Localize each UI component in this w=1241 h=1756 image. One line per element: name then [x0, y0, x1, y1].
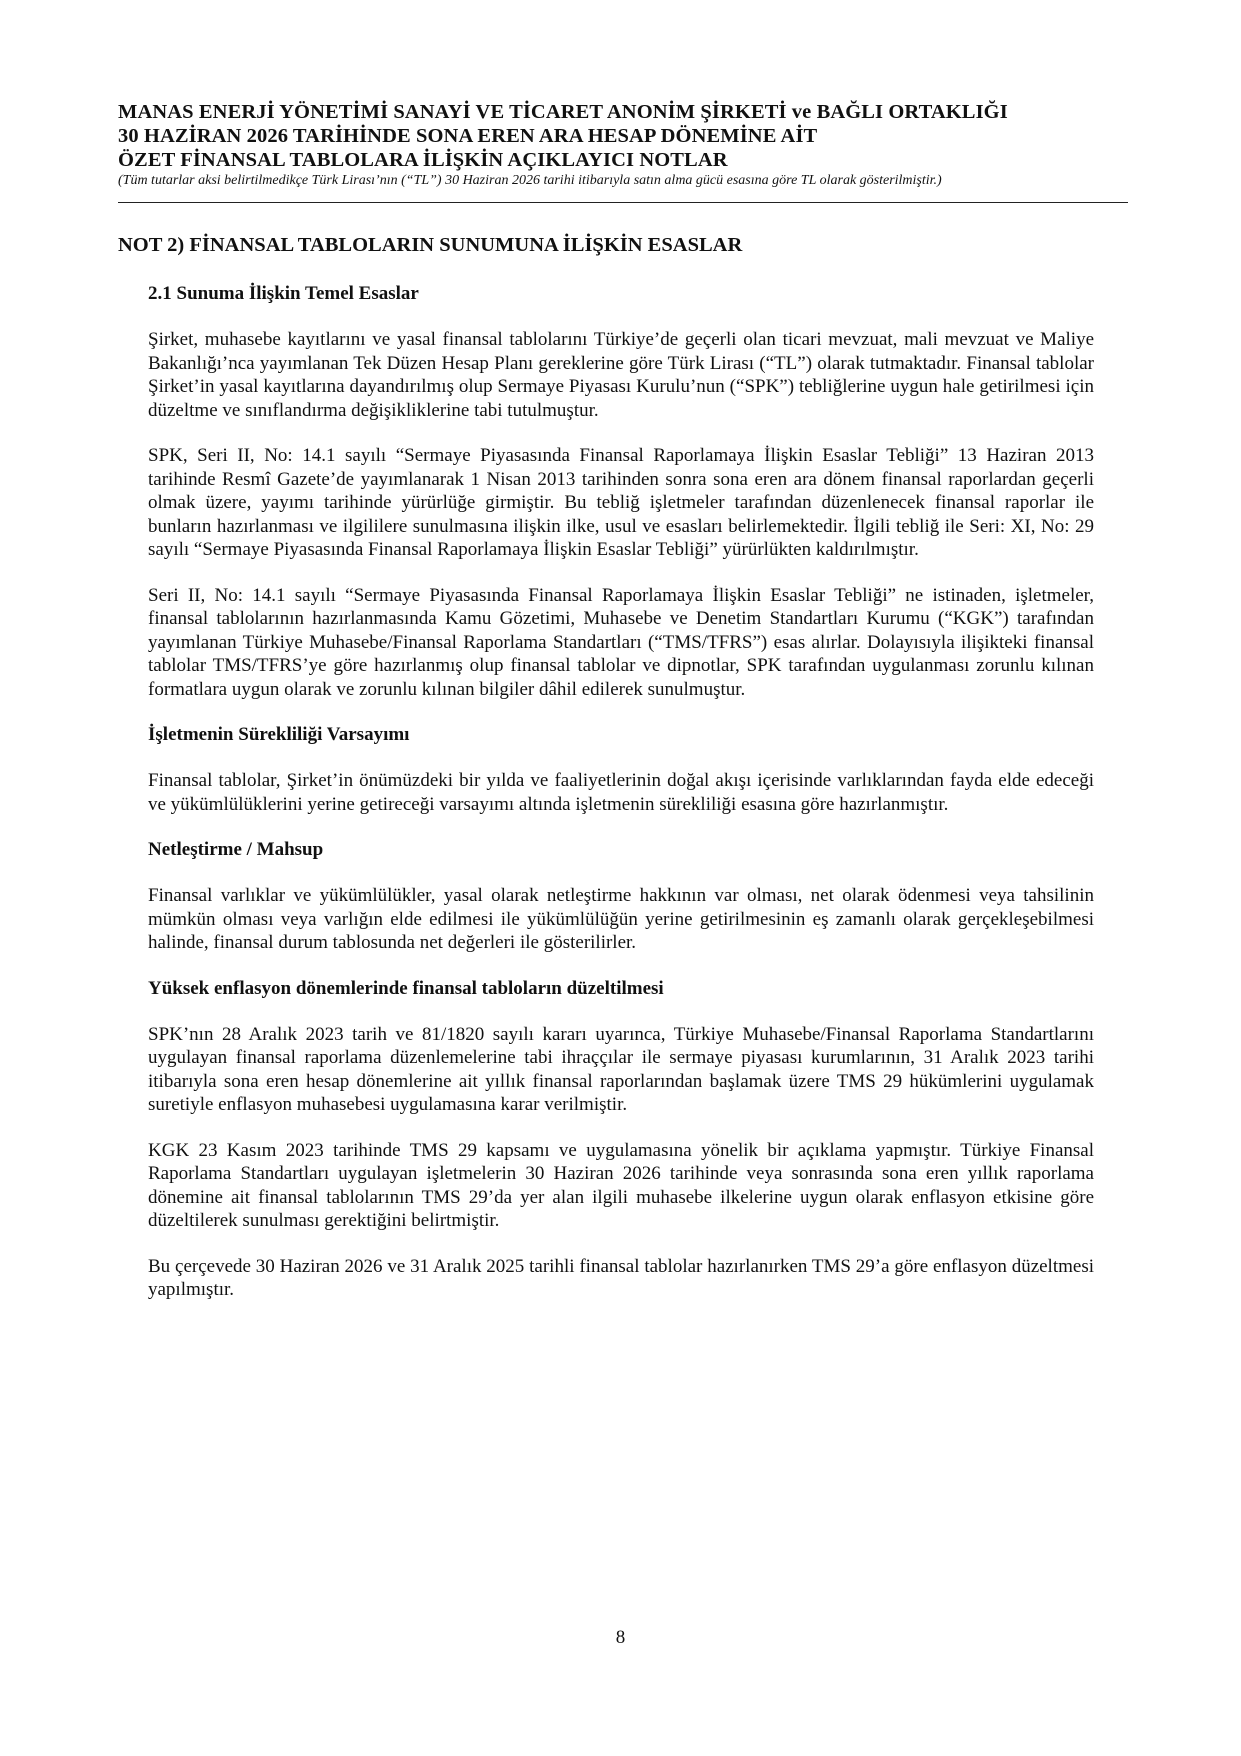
- header-period: 30 HAZİRAN 2026 TARİHİNDE SONA EREN ARA HESAP DÖNEMİNE AİT: [118, 125, 818, 147]
- page-number: 8: [615, 1627, 626, 1648]
- header-report-title: ÖZET FİNANSAL TABLOLARA İLİŞKİN AÇIKLAYICI NOTLAR: [118, 149, 728, 171]
- header-currency-note: (Tüm tutarlar aksi belirtilmedikçe Türk Lirası’nın (“TL”) 30 Haziran 2026 tarihi itibarıyla satın alma gücü esasına göre TL olarak gösterilmiştir.): [118, 173, 942, 188]
- offsetting-heading: Netleştirme / Mahsup: [148, 839, 324, 860]
- section-title: 2.1 Sunuma İlişkin Temel Esaslar: [148, 283, 419, 304]
- paragraph: Finansal tablolar, Şirket’in önümüzdeki bir yılda ve faaliyetlerinin doğal akışı içerisinde varlıklarından fayda elde edeceği ve yükümlülüklerini yerine getireceği varsayımı altında işletmenin sürekliliği esasına göre hazırlanmıştır.: [148, 770, 1094, 815]
- inflation-heading: Yüksek enflasyon dönemlerinde finansal tabloların düzeltilmesi: [148, 977, 664, 999]
- note-title: NOT 2) FİNANSAL TABLOLARIN SUNUMUNA İLİŞKİN ESASLAR: [118, 234, 743, 256]
- paragraph: SPK’nın 28 Aralık 2023 tarih ve 81/1820 sayılı kararı uyarınca, Türkiye Muhasebe/Finansal Raporlama Standartlarını uygulayan finansal raporlama düzenlemelerine tabi ihraççılar ile sermaye piyasası kurumlarının, 31 Aralık 2023 tarihi itibarıyla sona eren hesap dönemlerine ait yıllık finansal raporlarından başlamak üzere TMS 29 hükümlerini uygulamak suretiyle enflasyon muhasebesi uygulamasına karar verilmiştir.: [148, 1023, 1094, 1115]
- paragraph: SPK, Seri II, No: 14.1 sayılı “Sermaye Piyasasında Finansal Raporlamaya İlişkin Esaslar Tebliği” 13 Haziran 2013 tarihinde Resmî Gazete’de yayımlanarak 1 Nisan 2013 tarihinden sonra sona eren ara dönem finansal raporlardan geçerli olmak üzere, yayımı tarihinde yürürlüğe girmiştir. Bu tebliğ işletmeler tarafından düzenlenecek finansal raporlar ile bunların hazırlanması ve ilgililere sunulmasına ilişkin ilke, usul ve esasları belirlemektedir. İlgili tebliğ ile Seri: XI, No: 29 sayılı “Sermaye Piyasasında Finansal Raporlamaya İlişkin Esaslar Tebliği” yürürlükten kaldırılmıştır.: [148, 445, 1094, 560]
- paragraph: Şirket, muhasebe kayıtlarını ve yasal finansal tablolarını Türkiye’de geçerli olan ticari mevzuat, mali mevzuat ve Maliye Bakanlığı’nca yayımlanan Tek Düzen Hesap Planı gereklerine göre Türk Lirası (“TL”) olarak tutmaktadır. Finansal tablolar Şirket’in yasal kayıtlarına dayandırılmış olup Sermaye Piyasası Kurulu’nun (“SPK”) tebliğlerine uygun hale getirilmesi için düzeltme ve sınıflandırma değişikliklerine tabi tutulmuştur.: [148, 329, 1094, 421]
- page-header: [118, 100, 1118, 190]
- header-divider: [118, 202, 1128, 203]
- going-concern-heading: İşletmenin Sürekliliği Varsayımı: [148, 724, 410, 745]
- paragraph: Seri II, No: 14.1 sayılı “Sermaye Piyasasında Finansal Raporlamaya İlişkin Esaslar Tebliği” ne istinaden, işletmeler, finansal tablolarının hazırlanmasında Kamu Gözetimi, Muhasebe ve Denetim Standartları Kurumu (“KGK”) tarafından yayımlanan Türkiye Muhasebe/Finansal Raporlama Standartları (“TMS/TFRS”) esas alırlar. Dolayısıyla ilişikteki finansal tablolar TMS/TFRS’ye göre hazırlanmış olup finansal tablolar ve dipnotlar, SPK tarafından uygulanması zorunlu kılınan formatlara uygun olarak ve zorunlu kılınan bilgiler dâhil edilerek sunulmuştur.: [148, 584, 1094, 700]
- header-company-name: MANAS ENERJİ YÖNETİMİ SANAYİ VE TİCARET ANONİM ŞİRKETİ ve BAĞLI ORTAKLIĞI: [118, 101, 1008, 123]
- page-body: [118, 226, 1126, 1302]
- paragraph: Bu çerçevede 30 Haziran 2026 ve 31 Aralık 2025 tarihli finansal tablolar hazırlanırken TMS 29’a göre enflasyon düzeltmesi yapılmıştır.: [148, 1255, 1094, 1300]
- section-body: [148, 328, 1094, 1302]
- paragraph: KGK 23 Kasım 2023 tarihinde TMS 29 kapsamı ve uygulamasına yönelik bir açıklama yapmıştır. Türkiye Finansal Raporlama Standartları uygulayan işletmelerin 30 Haziran 2026 tarihinde veya sonrasında sona eren yıllık raporlama dönemine ait finansal tablolarının TMS 29’da yer alan ilgili muhasebe ilkelerine uygun olarak enflasyon etkisine göre düzeltilerek sunulması gerektiğini belirtmiştir.: [148, 1139, 1094, 1231]
- paragraph: Finansal varlıklar ve yükümlülükler, yasal olarak netleştirme hakkının var olması, net olarak ödenmesi veya tahsilinin mümkün olması veya varlığın elde edilmesi ile yükümlülüğün yerine getirilmesinin eş zamanlı olarak gerçekleşebilmesi halinde, finansal durum tablosunda net değerleri ile gösterilirler.: [148, 885, 1094, 953]
